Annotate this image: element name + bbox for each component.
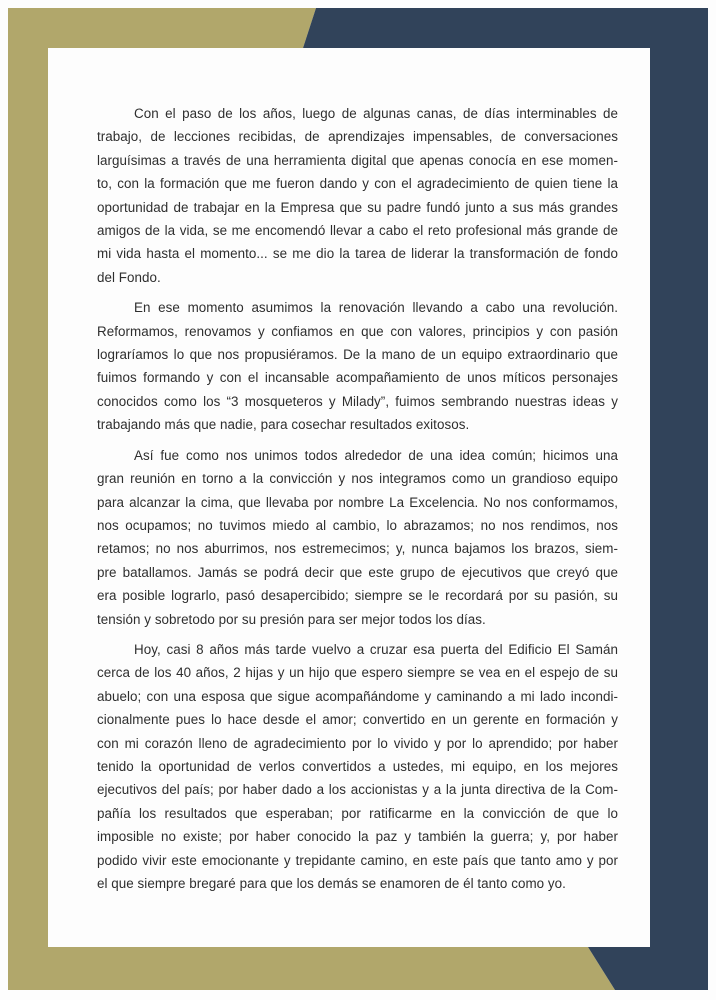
text-line: conocidos como los “3 mosqueteros y Milady”, fuimos sembrando nuestras ideas y	[97, 393, 618, 409]
text-line: nos ocupamos; no tuvimos miedo al cambio, lo abrazamos; no nos rendimos, nos	[97, 517, 618, 533]
text-line: trabajando más que nadie, para cosechar resultados exitosos.	[97, 417, 470, 433]
text-line: to, con la formación que me fueron dando y con el agradecimiento de quien tiene la	[97, 176, 618, 192]
text-line: podido vivir este emocionante y trepidante camino, en este país que tanto amo y por	[97, 852, 618, 868]
text-line: trabajo, de lecciones recibidas, de aprendizajes impensables, de conversaciones	[97, 129, 618, 145]
text-line: tenido la oportunidad de verlos convertidos a ustedes, mi equipo, en los mejores	[97, 758, 618, 774]
text-line: fuimos formando y con el incansable acompañamiento de unos míticos personajes	[97, 370, 618, 386]
text-line: Reformamos, renovamos y confiamos en que con valores, principios y con pasión	[97, 323, 618, 339]
text-line: abuelo; con una esposa que sigue acompañándome y caminando a mi lado incondi-	[97, 688, 618, 704]
paragraph	[97, 102, 618, 289]
text-line: cerca de los 40 años, 2 hijas y un hijo que espero siempre se vea en el espejo de su	[97, 665, 618, 681]
text-line: era posible lograrlo, pasó desapercibido; siempre se le recordará por su pasión, su	[97, 588, 618, 604]
text-line: pañía los resultados que esperaban; por ratificarme en la convicción de que lo	[97, 805, 618, 821]
text-line: imposible no existe; por haber conocido la paz y también la guerra; y, por haber	[97, 829, 618, 845]
paragraph	[97, 638, 618, 895]
text-line: larguísimas a través de una herramienta digital que apenas conocía en ese momen-	[97, 152, 618, 168]
text-line: Con el paso de los años, luego de algunas canas, de días interminables de	[134, 106, 618, 121]
text-line: del Fondo.	[97, 269, 161, 285]
text-line: oportunidad de trabajar en la Empresa que su padre fundó junto a sus más grandes	[97, 199, 618, 215]
text-line: el que siempre bregaré para que los demás se enamoren de él tanto como yo.	[97, 876, 566, 891]
text-line: Hoy, casi 8 años más tarde vuelvo a cruzar esa puerta del Edificio El Samán	[134, 641, 618, 657]
text-line: mi vida hasta el momento... se me dio la tarea de liderar la transformación de fondo	[97, 246, 618, 262]
text-line: gran reunión en torno a la convicción y nos integramos como un grandioso equipo	[97, 471, 618, 487]
text-line: lograríamos lo que nos propusiéramos. De la mano de un equipo extraordinario que	[97, 347, 618, 363]
text-line: retamos; no nos aburrimos, nos estremecimos; y, nunca bajamos los brazos, siem-	[97, 541, 618, 557]
document-text	[97, 102, 618, 902]
text-line: amigos de la vida, se me encomendó llevar a cabo el reto profesional más grande de	[97, 223, 618, 239]
text-line: Así fue como nos unimos todos alrededor de una idea común; hicimos una	[134, 447, 618, 463]
text-line: ejecutivos del país; por haber dado a los accionistas y a la junta directiva de la Com-	[97, 782, 618, 798]
text-line: cionalmente pues lo hace desde el amor; convertido en un gerente en formación y	[97, 712, 618, 728]
text-line: con mi corazón lleno de agradecimiento por lo vivido y por lo aprendido; por haber	[97, 735, 618, 751]
paragraph	[97, 444, 618, 631]
text-line: tensión y sobretodo por su presión para ser mejor todos los días.	[97, 611, 486, 627]
paragraph	[97, 296, 618, 436]
text-line: pre batallamos. Jamás se podrá decir que este grupo de ejecutivos que creyó que	[97, 564, 618, 580]
text-line: para alcanzar la cima, que llevaba por nombre La Excelencia. No nos conformamos,	[97, 494, 618, 510]
text-line: En ese momento asumimos la renovación llevando a cabo una revolución.	[134, 300, 618, 316]
